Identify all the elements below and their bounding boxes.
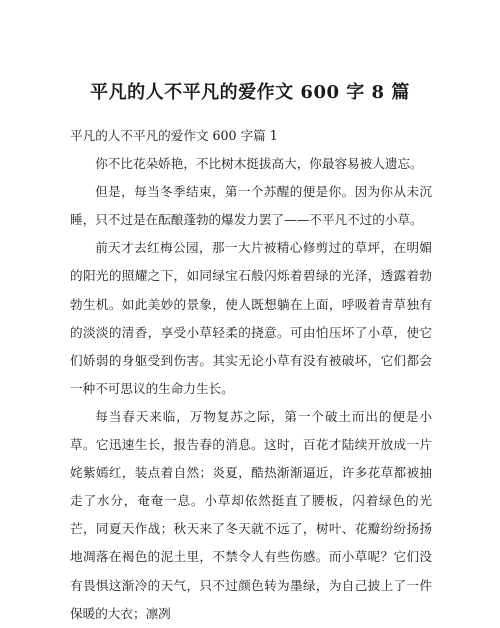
paragraph: 但是，每当冬季结束，第一个苏醒的便是你。因为你从未沉睡，只不过是在酝酿蓬勃的爆发力罢了——不平凡不过的小草。 (70, 184, 432, 228)
paragraph: 前天才去红梅公园，那一大片被精心修剪过的草坪，在明媚的阳光的照耀之下，如同绿宝石般闪烁着碧绿的光泽，透露着勃勃生机。如此美妙的景象，使人既想躺在上面，呼吸着青草独有的淡淡的清香，享受小草轻柔的挠意。可由怕压坏了小草，使它们娇弱的身躯受到伤害。其实无论小草有没有被破坏，它们都会一种不可思议的生命力生长。 (70, 240, 432, 396)
document-title: 平凡的人不平凡的爱作文 600 字 8 篇 (90, 82, 410, 103)
paragraph: 你不比花朵娇艳，不比树木挺拔高大，你最容易被人遗忘。 (95, 156, 423, 172)
section-heading: 平凡的人不平凡的爱作文 600 字篇 1 (70, 128, 278, 143)
document-body (70, 122, 432, 628)
paragraph: 每当春天来临，万物复苏之际，第一个破土而出的便是小草。它迅速生长，报告春的消息。这时，百花才陆续开放成一片姹紫嫣红，装点着自然；炎夏，酷热渐渐逼近，许多花草都被抽走了水分，奄奄一息。小草却依然挺直了腰板，闪着绿色的光芒，同夏天作战；秋天来了冬天就不远了，树叶、花瓣纷纷扬扬地凋落在褐色的泥土里，不禁令人有些伤感。而小草呢？它们没有畏惧这渐冷的天气，只不过颜色转为墨绿，为自己披上了一件保暖的大衣；凛冽 (70, 408, 432, 621)
